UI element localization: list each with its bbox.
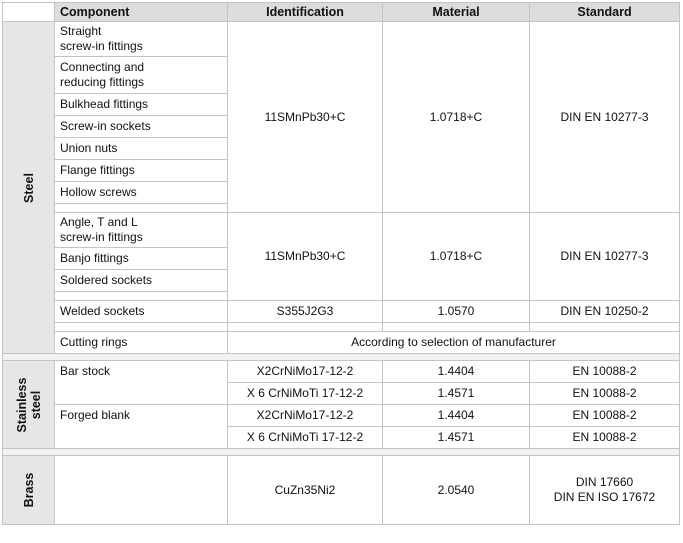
component-cell: Forged blank [55, 405, 228, 449]
header-standard: Standard [530, 3, 680, 22]
standard-cell: DIN EN 10250-2 [530, 301, 680, 323]
identification-cell: S355J2G3 [228, 301, 383, 323]
header-component: Component [55, 3, 228, 22]
spacer-cell [530, 323, 680, 332]
component-cell: Cutting rings [55, 332, 228, 354]
component-line: screw-in fittings [60, 230, 143, 244]
component-cell [55, 456, 228, 525]
material-cell: 2.0540 [383, 456, 530, 525]
spacer-cell [55, 204, 228, 213]
standard-cell: EN 10088-2 [530, 361, 680, 383]
component-line: reducing fittings [60, 75, 145, 89]
component-line: Angle, T and L [60, 215, 138, 229]
group-label-text [15, 377, 43, 432]
group-label-text: Brass [21, 472, 36, 508]
component-cell [55, 57, 228, 94]
material-cell: 1.0718+C [383, 22, 530, 213]
group-label-line: steel [28, 390, 43, 419]
component-cell [55, 213, 228, 248]
component-cell: Bar stock [55, 361, 228, 405]
identification-cell: X 6 CrNiMoTi 17-12-2 [228, 383, 383, 405]
standard-cell: DIN EN 10277-3 [530, 213, 680, 301]
component-line: Straight [60, 24, 102, 38]
manufacturer-note: According to selection of manufacturer [228, 332, 680, 354]
table-row [3, 456, 680, 525]
group-label-steel [3, 22, 55, 354]
table-row [3, 213, 680, 248]
group-separator [3, 449, 680, 456]
group-label-text: Steel [21, 172, 36, 203]
material-cell: 1.4571 [383, 383, 530, 405]
table-row [3, 361, 680, 383]
header-identification: Identification [228, 3, 383, 22]
identification-cell: CuZn35Ni2 [228, 456, 383, 525]
group-label-line: Stainless [14, 377, 29, 432]
component-cell: Screw-in sockets [55, 116, 228, 138]
component-cell: Soldered sockets [55, 270, 228, 292]
table-row [3, 22, 680, 57]
header-material: Material [383, 3, 530, 22]
material-cell: 1.0570 [383, 301, 530, 323]
materials-table [2, 2, 680, 525]
material-cell: 1.4404 [383, 361, 530, 383]
identification-cell: X2CrNiMo17-12-2 [228, 405, 383, 427]
standard-line: DIN 17660 [575, 475, 634, 489]
header-blank [3, 3, 55, 22]
component-cell: Union nuts [55, 138, 228, 160]
standard-cell: EN 10088-2 [530, 405, 680, 427]
group-label-stainless-steel [3, 361, 55, 449]
component-cell: Flange fittings [55, 160, 228, 182]
standard-cell: EN 10088-2 [530, 383, 680, 405]
separator-cell [3, 449, 680, 456]
table-row [3, 332, 680, 354]
table-row [3, 405, 680, 427]
component-cell: Hollow screws [55, 182, 228, 204]
standard-cell: DIN EN 10277-3 [530, 22, 680, 213]
component-cell: Bulkhead fittings [55, 94, 228, 116]
separator-cell [3, 354, 680, 361]
spacer-cell [55, 292, 228, 301]
standard-line: DIN EN ISO 17672 [553, 490, 656, 504]
standard-cell: EN 10088-2 [530, 427, 680, 449]
spacer-row [3, 323, 680, 332]
identification-cell: 11SMnPb30+C [228, 213, 383, 301]
component-line: screw-in fittings [60, 39, 143, 53]
identification-cell: X 6 CrNiMoTi 17-12-2 [228, 427, 383, 449]
component-cell [55, 22, 228, 57]
identification-cell: X2CrNiMo17-12-2 [228, 361, 383, 383]
spacer-cell [383, 323, 530, 332]
spacer-cell [55, 323, 228, 332]
material-cell: 1.4404 [383, 405, 530, 427]
group-label-brass [3, 456, 55, 525]
identification-cell: 11SMnPb30+C [228, 22, 383, 213]
component-line: Connecting and [60, 60, 145, 74]
header-row [3, 3, 680, 22]
component-cell: Welded sockets [55, 301, 228, 323]
table-row [3, 301, 680, 323]
component-cell: Banjo fittings [55, 248, 228, 270]
group-separator [3, 354, 680, 361]
standard-cell [530, 456, 680, 525]
material-cell: 1.4571 [383, 427, 530, 449]
spacer-cell [228, 323, 383, 332]
material-cell: 1.0718+C [383, 213, 530, 301]
